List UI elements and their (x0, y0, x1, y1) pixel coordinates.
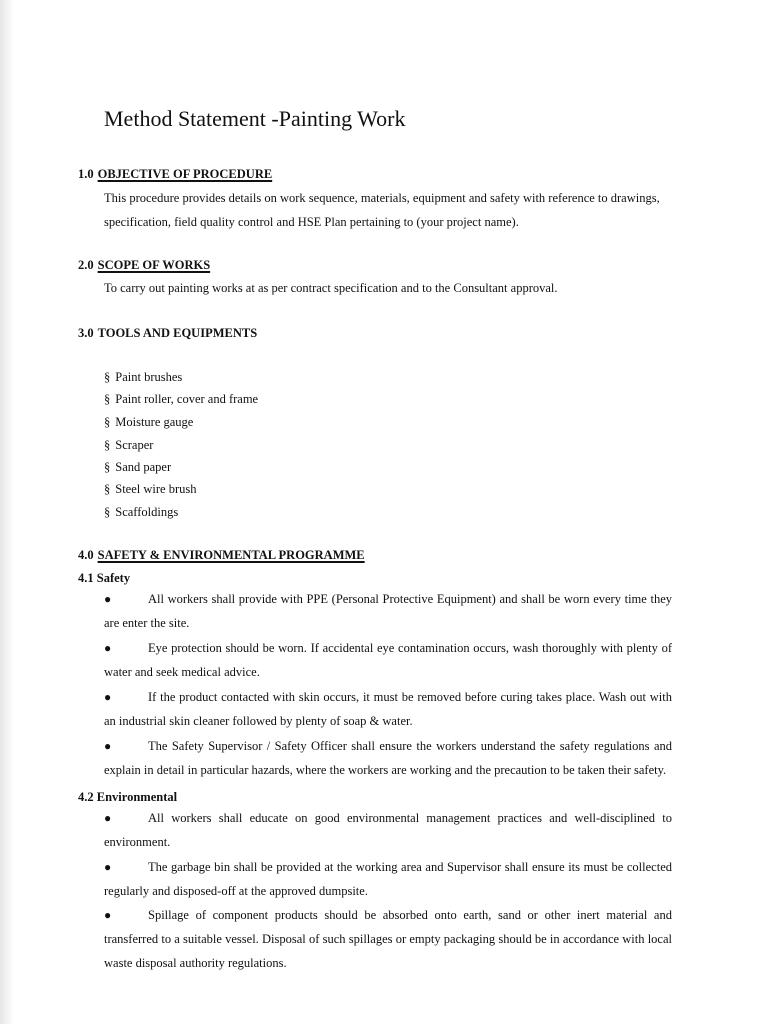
bullet-dot: ● (104, 811, 112, 825)
section-mark: § (104, 460, 111, 474)
safety-bullet (104, 734, 672, 782)
section-title: OBJECTIVE OF PROCEDURE (97, 167, 273, 181)
bullet-dot: ● (104, 592, 112, 606)
subsection-safety-heading: 4.1 Safety (78, 571, 131, 585)
section-title: SAFETY & ENVIRONMENTAL PROGRAMME (97, 548, 365, 562)
environmental-bullet (104, 855, 672, 903)
section-number: 4.0 (78, 548, 94, 562)
tool-label: Moisture gauge (115, 415, 194, 429)
bullet-dot: ● (104, 690, 112, 704)
bullet-dot: ● (104, 908, 112, 922)
bullet-dot: ● (104, 739, 112, 753)
section-4-heading (78, 547, 365, 563)
tool-label: Sand paper (115, 460, 172, 474)
bullet-dot: ● (104, 860, 112, 874)
bullet-text: The Safety Supervisor / Safety Officer shall ensure the workers understand the safety regulations and explain in detail in particular hazards, where the workers are working and the precaution to be taken their safety. (104, 739, 672, 777)
section-mark: § (104, 415, 111, 429)
tool-label: Scraper (115, 438, 154, 452)
section-number: 2.0 (78, 258, 94, 272)
section-1-heading (78, 166, 272, 182)
section-mark: § (104, 482, 111, 496)
section-2-body: To carry out painting works at as per contract specification and to the Consultant approval. (104, 281, 558, 295)
section-title: TOOLS AND EQUIPMENTS (97, 326, 258, 340)
section-1-body: This procedure provides details on work sequence, materials, equipment and safety with reference to drawings, specification, field quality control and HSE Plan pertaining to (your project name). (104, 191, 660, 229)
tool-item (104, 391, 258, 407)
tool-item (104, 369, 182, 385)
safety-bullet (104, 636, 672, 684)
tool-label: Paint brushes (115, 370, 183, 384)
bullet-dot: ● (104, 641, 112, 655)
document-title: Method Statement -Painting Work (104, 106, 406, 131)
tool-item (104, 481, 196, 497)
tool-label: Scaffoldings (115, 505, 179, 519)
section-mark: § (104, 392, 111, 406)
section-mark: § (104, 370, 111, 384)
section-3-heading (78, 325, 257, 341)
tool-label: Steel wire brush (115, 482, 197, 496)
section-mark: § (104, 505, 111, 519)
environmental-bullet (104, 903, 672, 975)
safety-bullet (104, 685, 672, 733)
tool-label: Paint roller, cover and frame (115, 392, 259, 406)
tool-item (104, 504, 178, 520)
bullet-text: Spillage of component products should be absorbed onto earth, sand or other inert material and transferred to a suitable vessel. Disposal of such spillages or empty packaging should be in accordance with local waste disposal authority regulations. (104, 908, 672, 970)
section-number: 1.0 (78, 167, 94, 181)
safety-bullet (104, 587, 672, 635)
section-mark: § (104, 438, 111, 452)
tool-item (104, 414, 193, 430)
bullet-text: If the product contacted with skin occurs, it must be removed before curing takes place. Wash out with an industrial skin cleaner followed by plenty of soap & water. (104, 690, 672, 728)
bullet-text: All workers shall provide with PPE (Personal Protective Equipment) and shall be worn every time they are enter the site. (104, 592, 672, 630)
bullet-text: Eye protection should be worn. If accidental eye contamination occurs, wash thoroughly with plenty of water and seek medical advice. (104, 641, 672, 679)
tool-item (104, 459, 171, 475)
section-2-heading (78, 257, 210, 273)
subsection-environmental-heading: 4.2 Environmental (78, 790, 178, 804)
environmental-bullet (104, 806, 672, 854)
tool-item (104, 437, 153, 453)
section-title: SCOPE OF WORKS (97, 258, 211, 272)
bullet-text: The garbage bin shall be provided at the working area and Supervisor shall ensure its must be collected regularly and disposed-off at the approved dumpsite. (104, 860, 672, 898)
bullet-text: All workers shall educate on good environmental management practices and well-disciplined to environment. (104, 811, 672, 849)
section-number: 3.0 (78, 326, 94, 340)
